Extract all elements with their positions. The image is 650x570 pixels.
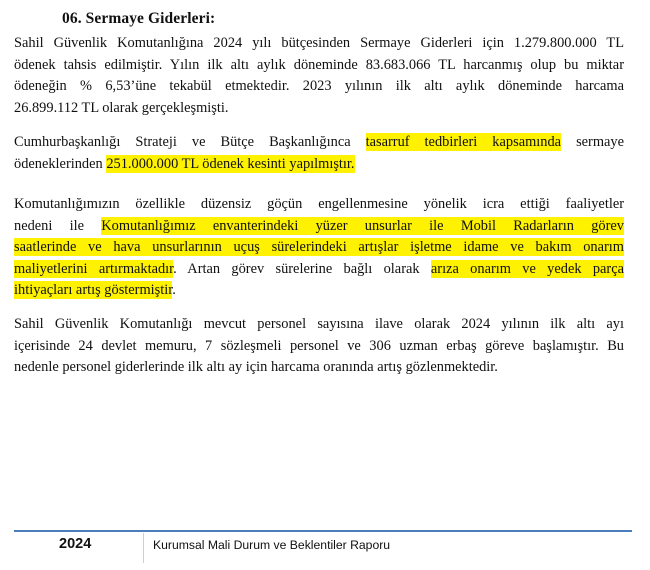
paragraph-line [14,98,624,120]
text-segment: nedenle personel giderlerinde ilk altı ay için harcama oranında artış gözlenmektedir. [14,359,498,375]
footer-rule [14,530,632,532]
highlighted-text: ihtiyaçları artış göstermiştir [14,282,173,298]
highlighted-text: saatlerinde ve hava unsurlarının uçuş sürelerindeki artışlar işletme idame ve bakım onarım [14,239,624,255]
paragraph-line [14,76,624,98]
paragraph-line [14,357,624,379]
text-segment: nedeni ile [14,217,102,234]
text-segment: Cumhurbaşkanlığı Strateji ve Bütçe Başkanlığınca [14,134,366,150]
text-segment: sermaye [561,134,625,150]
highlighted-text: arıza onarım ve yedek parça [430,260,624,277]
footer-divider [143,533,144,563]
footer-year: 2024 [59,536,92,552]
text-segment: içerisinde 24 devlet memuru, 7 sözleşmeli personel ve 306 uzman erbaş göreve başlamıştır. Bu [14,337,624,354]
paragraph-line [14,55,624,77]
highlighted-text: maliyetlerini artırmaktadır [14,260,174,277]
paragraph-line [14,336,624,358]
text-segment: Sahil Güvenlik Komutanlığına 2024 yılı bütçesinden Sermaye Giderleri için 1.279.800.000 TL [14,35,624,51]
text-segment: ödenek tahsis edilmiştir. Yılın ilk altı aylık döneminde 83.683.066 TL harcanmış olup bu miktar [14,56,624,73]
text-segment: 26.899.112 TL olarak gerçekleşmişti. [14,99,229,116]
paragraph-line [14,194,624,216]
paragraph-line [14,259,624,281]
highlighted-text: tasarruf tedbirleri kapsamında [365,134,562,150]
text-segment: Sahil Güvenlik Komutanlığı mevcut personel sayısına ilave olarak 2024 yılının ilk altı ayı [14,316,624,332]
section-heading: 06. Sermaye Giderleri: [62,10,216,27]
footer-title: Kurumsal Mali Durum ve Beklentiler Raporu [153,538,391,552]
paragraph-line [14,154,624,176]
budget-paragraph [14,33,624,119]
text-segment: . [172,282,176,298]
paragraph-line [14,33,624,55]
operations-paragraph [14,194,624,302]
highlighted-text: Komutanlığımız envanterindeki yüzer unsurlar ile Mobil Radarların görev [101,217,624,234]
text-segment: . Artan görev sürelerine bağlı olarak [173,260,431,277]
savings-paragraph [14,132,624,175]
paragraph-line [14,237,624,259]
paragraph-line [14,216,624,238]
personnel-paragraph [14,314,624,379]
paragraph-line [14,280,624,302]
text-segment: ödeneklerinden [14,155,107,172]
paragraph-line [14,132,624,154]
highlighted-text: 251.000.000 TL ödenek kesinti yapılmıştır. [106,155,355,172]
text-segment: ödeneğin % 6,53’üne tekabül etmektedir. 2023 yılının ilk altı aylık döneminde harcama [14,78,624,94]
text-segment: Komutanlığımızın özellikle düzensiz göçün engellenmesine yönelik icra ettiği faaliyetler [14,196,624,212]
paragraph-line [14,314,624,336]
